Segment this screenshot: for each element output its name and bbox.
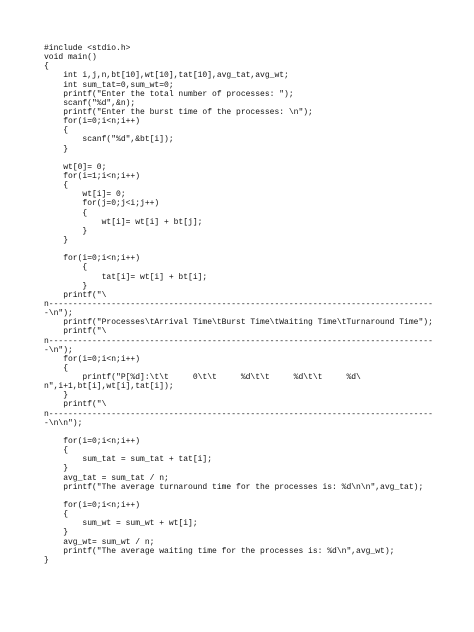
code-line bbox=[44, 492, 433, 501]
code-line: sum_wt = sum_wt + wt[i]; bbox=[44, 519, 198, 529]
code-line: { bbox=[44, 126, 69, 136]
code-line: printf("Enter the total number of processes: "); bbox=[44, 89, 294, 99]
code-line: -\n"); bbox=[44, 345, 73, 355]
code-line: tat[i]= wt[i] + bt[i]; bbox=[44, 272, 208, 282]
code-line: printf("The average waiting time for the processes is: %d\n",avg_wt); bbox=[44, 546, 395, 556]
code-line: -\n"); bbox=[44, 309, 73, 319]
code-line: wt[i]= wt[i] + bt[j]; bbox=[44, 217, 203, 227]
code-line: for(i=0;i<n;i++) bbox=[44, 354, 141, 364]
code-line: { bbox=[44, 446, 69, 456]
code-line: int i,j,n,bt[10],wt[10],tat[10],avg_tat,avg_wt; bbox=[44, 71, 289, 81]
code-line: printf("Processes\tArrival Time\tBurst Time\tWaiting Time\tTurnaround Time"); bbox=[44, 318, 433, 328]
code-line: wt[0]= 0; bbox=[44, 162, 107, 172]
code-line: scanf("%d",&bt[i]); bbox=[44, 135, 174, 145]
code-line: } bbox=[44, 391, 69, 401]
code-line: -\n\n"); bbox=[44, 418, 83, 428]
code-line: avg_tat = sum_tat / n; bbox=[44, 473, 169, 483]
code-line: { bbox=[44, 263, 88, 273]
code-line: n-------------------------------------------------------------------------------- bbox=[44, 336, 433, 346]
code-line: for(i=0;i<n;i++) bbox=[44, 437, 141, 447]
code-line: { bbox=[44, 510, 69, 520]
code-line: for(i=0;i<n;i++) bbox=[44, 254, 141, 264]
code-line: wt[i]= 0; bbox=[44, 190, 126, 200]
code-line: void main() bbox=[44, 53, 97, 63]
code-line: { bbox=[44, 208, 88, 218]
code-line: n-------------------------------------------------------------------------------- bbox=[44, 299, 433, 309]
code-line bbox=[44, 154, 433, 163]
code-line: for(i=0;i<n;i++) bbox=[44, 117, 141, 127]
code-line: } bbox=[44, 464, 69, 474]
code-line: printf("Enter the burst time of the processes: \n"); bbox=[44, 107, 313, 117]
source-code-listing bbox=[44, 44, 433, 565]
code-line: scanf("%d",&n); bbox=[44, 98, 136, 108]
code-line: } bbox=[44, 528, 69, 538]
code-line: printf("P[%d]:\t\t 0\t\t %d\t\t %d\t\t %d\ bbox=[44, 373, 361, 383]
code-line: avg_wt= sum_wt / n; bbox=[44, 537, 155, 547]
code-line: { bbox=[44, 181, 69, 191]
code-line: { bbox=[44, 363, 69, 373]
code-line: } bbox=[44, 281, 88, 291]
code-line: } bbox=[44, 144, 69, 154]
code-line bbox=[44, 245, 433, 254]
code-line: n",i+1,bt[i],wt[i],tat[i]); bbox=[44, 382, 174, 392]
code-line: } bbox=[44, 226, 88, 236]
code-line: { bbox=[44, 62, 49, 72]
code-line: #include <stdio.h> bbox=[44, 44, 131, 53]
code-line: n-------------------------------------------------------------------------------- bbox=[44, 409, 433, 419]
code-line: for(i=0;i<n;i++) bbox=[44, 501, 141, 511]
code-line: for(i=1;i<n;i++) bbox=[44, 171, 141, 181]
code-line: printf("\ bbox=[44, 400, 107, 410]
code-line: } bbox=[44, 235, 69, 245]
code-line: for(j=0;j<i;j++) bbox=[44, 199, 160, 209]
code-line: sum_tat = sum_tat + tat[i]; bbox=[44, 455, 213, 465]
code-line: printf("\ bbox=[44, 290, 107, 300]
code-line: int sum_tat=0,sum_wt=0; bbox=[44, 80, 174, 90]
code-line: } bbox=[44, 555, 49, 565]
code-line bbox=[44, 428, 433, 437]
code-line: printf("\ bbox=[44, 327, 107, 337]
code-line: printf("The average turnaround time for the processes is: %d\n\n",avg_tat); bbox=[44, 482, 424, 492]
